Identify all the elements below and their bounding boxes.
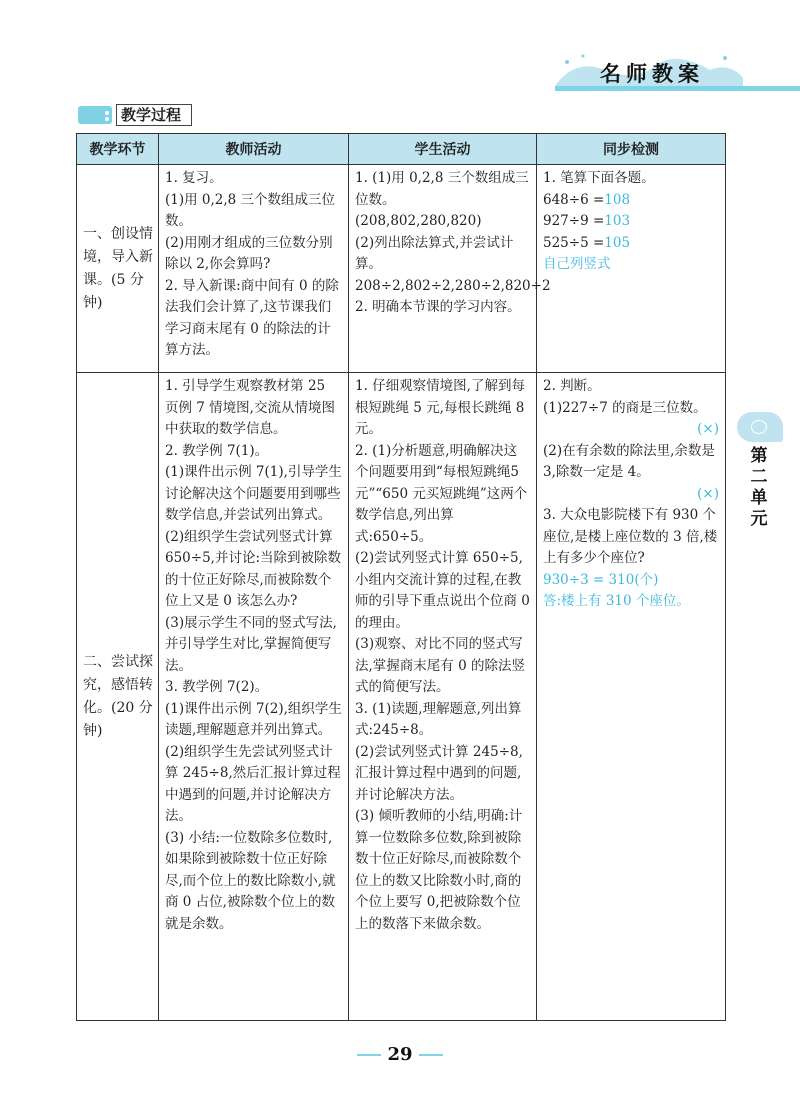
teacher-cell bbox=[159, 373, 349, 1021]
table-row bbox=[77, 165, 726, 373]
student-line: 1. (1)用 0,2,8 三个数组成三位数。 bbox=[355, 170, 529, 208]
student-line: 208÷2,802÷2,280÷2,820÷2 bbox=[355, 277, 551, 294]
table-row bbox=[77, 373, 726, 1021]
section-label bbox=[78, 104, 192, 126]
check-intro: 2. 判断。 bbox=[543, 378, 601, 394]
check-question: 927÷9 = bbox=[543, 213, 605, 229]
teacher-line: (1)课件出示例 7(2),组织学生读题,理解题意并列出算式。 bbox=[165, 700, 342, 738]
problem-solution: 930÷3 = 310(个) bbox=[543, 571, 659, 588]
page-number-value: 29 bbox=[387, 1044, 413, 1065]
judge-mark: (×) bbox=[697, 485, 719, 502]
check-note: 自己列竖式 bbox=[543, 256, 611, 272]
student-line: (3) 倾听教师的小结,明确:计算一位数除多位数,除到被除数十位正好除尽,而被除数个位上的数又比除数小时,商的个位上要写 0,把被除数个位上的数落下来做余数。 bbox=[355, 808, 523, 932]
check-item bbox=[543, 190, 719, 212]
student-line: (2)列出除法算式,并尝试计算。 bbox=[355, 234, 514, 272]
student-line: (3)观察、对比不同的竖式写法,掌握商末尾有 0 的除法竖式的简便写法。 bbox=[355, 636, 525, 695]
lesson-table bbox=[76, 133, 726, 1021]
check-intro: 1. 笔算下面各题。 bbox=[543, 170, 655, 186]
chalkboard-icon bbox=[78, 106, 112, 124]
judge-mark: (×) bbox=[697, 421, 719, 437]
teacher-line: 1. 复习。 bbox=[165, 170, 223, 186]
teacher-line: 2. 教学例 7(1)。 bbox=[165, 442, 269, 459]
teacher-cell bbox=[159, 165, 349, 373]
stage-cell: 二、尝试探究，感悟转化。(20 分钟) bbox=[77, 373, 159, 1021]
student-line: (208,802,280,820) bbox=[355, 213, 482, 229]
teacher-line: 2. 导入新课:商中间有 0 的除法我们会计算了,这节课我们学习商末尾有 0 的除法的计算方法。 bbox=[165, 277, 339, 358]
judge-item: (1)227÷7 的商是三位数。 bbox=[543, 399, 707, 416]
check-question: 525÷5 = bbox=[543, 234, 605, 251]
header-title: 名师教案 bbox=[600, 61, 704, 86]
judge-mark-row bbox=[543, 484, 719, 506]
check-item bbox=[543, 233, 719, 255]
word-problem: 3. 大众电影院楼下有 930 个座位,是楼上座位数的 3 倍,楼上有多少个座位? bbox=[543, 507, 718, 566]
stage-cell: 一、创设情境，导入新课。(5 分钟) bbox=[77, 165, 159, 373]
teacher-line: (1)课件出示例 7(1),引导学生讨论解决这个问题要用到哪些数学信息,并尝试列出算式。 bbox=[165, 464, 342, 523]
teacher-line: (2)用刚才组成的三位数分别除以 2,你会算吗? bbox=[165, 234, 333, 272]
page-number bbox=[0, 1044, 800, 1065]
table-header-row bbox=[77, 134, 726, 165]
student-line: 2. (1)分析题意,明确解决这个问题要用到“每根短跳绳5 元”“650 元买短跳绳”这两个数学信息,列出算式:650÷5。 bbox=[355, 442, 528, 545]
teacher-line: (2)组织学生先尝试列竖式计算 245÷8,然后汇报计算过程中遇到的问题,并讨论解决方法。 bbox=[165, 743, 341, 824]
check-question: 648÷6 = bbox=[543, 191, 605, 208]
header-student: 学生活动 bbox=[349, 134, 537, 165]
check-answer: 108 bbox=[604, 191, 631, 208]
judge-item: (2)在有余数的除法里,余数是 3,除数一定是 4。 bbox=[543, 442, 715, 480]
check-cell bbox=[537, 165, 726, 373]
student-line: (2)尝试列竖式计算 245÷8,汇报计算过程中遇到的问题,并讨论解决方法。 bbox=[355, 743, 523, 803]
header-check: 同步检测 bbox=[537, 134, 726, 165]
section-title: 教学过程 bbox=[116, 104, 192, 126]
student-line: (2)尝试列竖式计算 650÷5,小组内交流计算的过程,在教师的引导下重点说出个位商 0 的理由。 bbox=[355, 550, 530, 631]
problem-answer: 答:楼上有 310 个座位。 bbox=[543, 593, 690, 609]
judge-mark-row bbox=[543, 419, 719, 441]
check-cell bbox=[537, 373, 726, 1021]
teacher-line: (1)用 0,2,8 三个数组成三位数。 bbox=[165, 191, 336, 229]
unit-side-tab bbox=[737, 412, 787, 529]
student-cell bbox=[349, 165, 551, 373]
unit-label: 第二单元 bbox=[750, 446, 768, 529]
teacher-line: (2)组织学生尝试列竖式计算 650÷5,并讨论:当除到被除数的十位正好除尽,而被除数个位上又是 0 该怎么办? bbox=[165, 528, 342, 609]
header-teacher: 教师活动 bbox=[159, 134, 349, 165]
header-rule bbox=[555, 86, 800, 91]
header-stage: 教学环节 bbox=[77, 134, 159, 165]
teacher-line: (3) 小结:一位数除多位数时,如果除到被除数十位正好除尽,而个位上的数比除数小,就商 0 占位,被除数个位上的数就是余数。 bbox=[165, 829, 336, 932]
check-answer: 105 bbox=[604, 234, 631, 251]
teacher-line: 3. 教学例 7(2)。 bbox=[165, 679, 269, 695]
page-number-dash-left bbox=[357, 1054, 381, 1056]
teacher-line: (3)展示学生不同的竖式写法,并引导学生对比,掌握简便写法。 bbox=[165, 614, 337, 674]
leaf-icon bbox=[737, 412, 783, 442]
student-line: 2. 明确本节课的学习内容。 bbox=[355, 299, 521, 315]
student-line: 1. 仔细观察情境图,了解到每根短跳绳 5 元,每根长跳绳 8 元。 bbox=[355, 378, 525, 437]
student-cell bbox=[349, 373, 537, 1021]
page-number-dash-right bbox=[419, 1054, 443, 1056]
teacher-line: 1. 引导学生观察教材第 25 页例 7 情境图,交流从情境图中获取的数学信息。 bbox=[165, 378, 335, 437]
check-answer: 103 bbox=[604, 213, 631, 229]
check-item bbox=[543, 211, 719, 233]
student-line: 3. (1)读题,理解题意,列出算式:245÷8。 bbox=[355, 700, 522, 738]
